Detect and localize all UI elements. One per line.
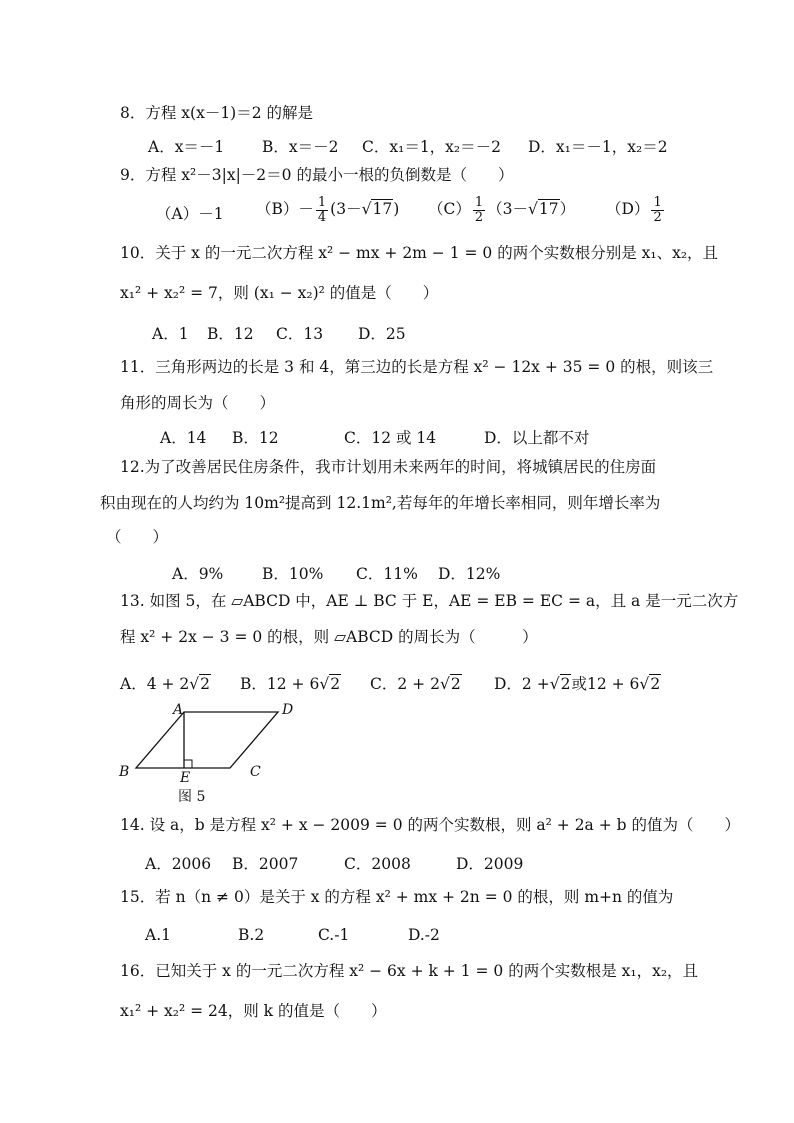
q16-line2: x₁² + x₂² = 24，则 k 的值是（ ） xyxy=(120,1002,387,1020)
parallelogram-abcd xyxy=(136,712,278,768)
q13-option-d: D．2 +√2或12 + 6√2 xyxy=(494,675,661,693)
q10-line2: x₁² + x₂² = 7，则 (x₁ − x₂)² 的值是（ ） xyxy=(120,284,439,302)
q9-option-a: （A）－1 xyxy=(156,205,224,223)
q14-option-d: D．2009 xyxy=(456,855,524,873)
q11-option-c: C．12 或 14 xyxy=(344,429,437,447)
q10-option-c: C．13 xyxy=(276,325,324,343)
q13-option-a: A．4 + 2√2 xyxy=(120,675,211,693)
q14-option-c: C．2008 xyxy=(344,855,411,873)
q12-option-d: D．12% xyxy=(438,565,501,583)
q8-option-b: B．x＝－2 xyxy=(262,138,339,156)
q8-stem: 8．方程 x(x－1)＝2 的解是 xyxy=(120,104,314,122)
vertex-label-a: A xyxy=(173,702,184,718)
right-angle-mark xyxy=(184,760,192,768)
q11-line2: 角形的周长为（ ） xyxy=(120,394,276,412)
q9-option-b: （B）－ $\frac{1}{4}$ (3－√17) xyxy=(256,195,400,225)
q10-option-b: B．12 xyxy=(207,325,254,343)
q14-stem: 14. 设 a，b 是方程 x² + x − 2009 = 0 的两个实数根，则 a² + 2a + b 的值为（ ） xyxy=(120,816,740,834)
q12-option-a: A．9% xyxy=(172,565,224,583)
q15-option-c: C.-1 xyxy=(318,926,350,944)
q11-line1: 11．三角形两边的长是 3 和 4，第三边的长是方程 x² − 12x + 35 = 0 的根，则该三 xyxy=(120,358,714,376)
q10-option-d: D．25 xyxy=(358,325,406,343)
q13-option-b: B．12 + 6√2 xyxy=(240,675,341,693)
q10-option-a: A．1 xyxy=(152,325,189,343)
figure-caption: 图 5 xyxy=(178,789,206,805)
q8-option-d: D．x₁＝－1，x₂＝2 xyxy=(528,138,668,156)
q15-stem: 15．若 n（n ≠ 0）是关于 x 的方程 x² + mx + 2n = 0 的根，则 m+n 的值为 xyxy=(120,888,674,906)
vertex-label-c: C xyxy=(250,764,261,780)
q16-line1: 16．已知关于 x 的一元二次方程 x² − 6x + k + 1 = 0 的两个实数根是 x₁，x₂，且 xyxy=(120,962,699,980)
q12-line3: （ ） xyxy=(106,528,169,546)
q9-stem: 9．方程 x²－3|x|－2＝0 的最小一根的负倒数是（ ） xyxy=(120,166,514,184)
q8-option-a: A．x＝－1 xyxy=(148,138,225,156)
q15-option-b: B.2 xyxy=(238,926,265,944)
q12-option-c: C．11% xyxy=(356,565,418,583)
vertex-label-b: B xyxy=(119,764,130,780)
q14-option-a: A．2006 xyxy=(145,855,212,873)
q13-line2: 程 x² + 2x − 3 = 0 的根，则 ▱ABCD 的周长为（ ） xyxy=(120,628,538,646)
vertex-label-e: E xyxy=(180,770,191,786)
q10-line1: 10．关于 x 的一元二次方程 x² − mx + 2m − 1 = 0 的两个实数根分别是 x₁、x₂，且 xyxy=(120,244,719,262)
q15-option-d: D.-2 xyxy=(408,926,440,944)
q9-option-c: （C） $\frac{1}{2}$ （3－√17） xyxy=(428,195,576,225)
q8-option-c: C．x₁＝1，x₂＝－2 xyxy=(362,138,501,156)
q11-option-a: A．14 xyxy=(160,429,207,447)
q15-option-a: A.1 xyxy=(145,926,171,944)
q9-option-d: （D） $\frac{1}{2}$ xyxy=(606,195,662,225)
q12-line1: 12.为了改善居民住房条件，我市计划用未来两年的时间，将城镇居民的住房面 xyxy=(120,458,657,476)
q11-option-d: D．以上都不对 xyxy=(484,429,590,447)
q12-option-b: B．10% xyxy=(262,565,324,583)
q11-option-b: B．12 xyxy=(232,429,279,447)
vertex-label-d: D xyxy=(282,702,294,718)
q12-line2: 积由现在的人均约为 10m²提高到 12.1m²,若每年的年增长率相同，则年增长率为 xyxy=(100,494,661,512)
q14-option-b: B．2007 xyxy=(232,855,299,873)
q13-option-c: C．2 + 2√2 xyxy=(370,675,461,693)
q13-line1: 13. 如图 5，在 ▱ABCD 中，AE ⊥ BC 于 E，AE = EB = EC = a，且 a 是一元二次方 xyxy=(120,592,739,610)
figure-5 xyxy=(116,700,316,810)
